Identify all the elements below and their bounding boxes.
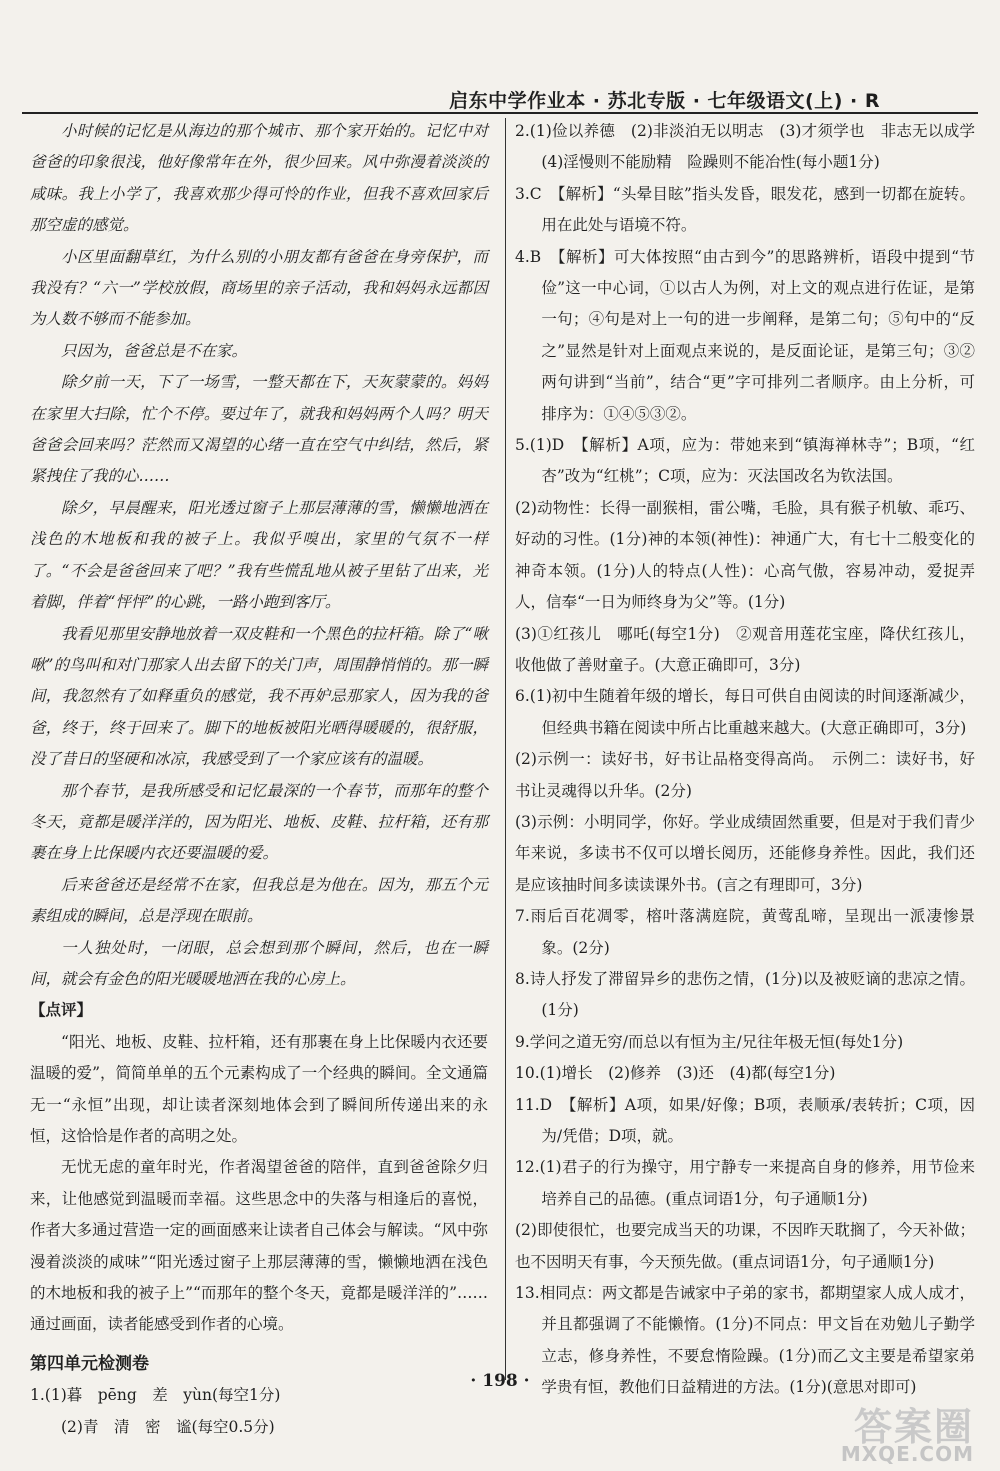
- story-paragraph: 小时候的记忆是从海边的那个城市、那个家开始的。记忆中对爸爸的印象很浅，他好像常年在外，很少回来。风中弥漫着淡淡的咸味。我上小学了，我喜欢那少得可怜的作业，但我不喜欢回家后那空虚的感觉。: [30, 122, 488, 235]
- story-paragraph: 我看见那里安静地放着一双皮鞋和一个黑色的拉杆箱。除了“啾啾”的鸟叫和对门那家人出去留下的关门声，周围静悄悄的。那一瞬间，我忽然有了如释重负的感觉，我不再妒忌那家人，因为我的爸爸，终于，终于回来了。脚下的地板被阳光晒得暖暖的，很舒服，没了昔日的坚硬和冰凉，我感受到了一个家应该有的温暖。: [30, 624, 488, 769]
- answer-item: 8.诗人抒发了滞留异乡的悲伤之情，(1分)以及被贬谪的悲凉之情。(1分): [515, 969, 975, 1020]
- answer-item: 3.C 【解析】“头晕目眩”指头发昏，眼发花，感到一切都在旋转。用在此处与语境不符。: [515, 184, 975, 235]
- answer-item: (2)青 清 密 谧(每空0.5分): [61, 1417, 275, 1436]
- answer-item: (3)示例：小明同学，你好。学业成绩固然重要，但是对于我们青少年来说，多读书不仅可以增长阅历，还能修身养性。因此，我们还是应该抽时间多读读课外书。(言之有理即可，3分): [515, 812, 975, 894]
- answer-item: 12.(1)君子的行为操守，用宁静专一来提高自身的修养，用节俭来培养自己的品德。(重点词语1分，句子通顺1分): [515, 1158, 975, 1208]
- story-paragraph: 除夕，早晨醒来，阳光透过窗子上那层薄薄的雪，懒懒地洒在浅色的木地板和我的被子上。我似乎嗅出，家里的气氛不一样了。“不会是爸爸回来了吧？”我有些慌乱地从被子里钻了出来，光着脚，伴着“怦怦”的心跳，一路小跑到客厅。: [30, 498, 488, 612]
- story-paragraph: 一人独处时，一闭眼，总会想到那个瞬间，然后，也在一瞬间，就会有金色的阳光暖暖地洒在我的心房上。: [30, 938, 488, 988]
- right-column: [515, 116, 991, 1404]
- story-paragraph: 只因为，爸爸总是不在家。: [61, 341, 248, 360]
- story-paragraph: 小区里面翻草红，为什么别的小朋友都有爸爸在身旁保护，而我没有？“六一”学校放假，商场里的亲子活动，我和妈妈永远都因为人数不够而不能参加。: [30, 247, 488, 329]
- left-column: [30, 116, 488, 1443]
- comment-paragraph: 无忧无虑的童年时光，作者渴望爸爸的陪伴，直到爸爸除夕归来，让他感觉到温暖而幸福。这些思念中的失落与相逢后的喜悦，作者大多通过营造一定的画面感来让读者自己体会与解读。“风中弥漫着淡淡的咸味”“阳光透过窗子上那层薄薄的雪，懒懒地洒在浅色的木地板和我的被子上”“而那年的整个冬天，竟都是暖洋洋的”……通过画面，读者能感受到作者的心境。: [30, 1158, 488, 1334]
- answer-item: 4.B 【解析】可大体按照“由古到今”的思路辨析，语段中提到“节俭”这一中心词，①以古人为例，对上文的观点进行佐证，是第一句；④句是对上一句的进一步阐释，是第二句；⑤句中的“反之”显然是针对上面观点来说的，是反面论证，是第三句；③②两句讲到“当前”，结合“更”字可排列二者顺序。由上分析，可排序为：①④⑤③②。: [515, 247, 975, 423]
- watermark-text: 答案圈: [853, 1405, 974, 1449]
- watermark-url: MXQE.COM: [840, 1442, 974, 1466]
- running-header: 启东中学作业本 · 苏北专版 · 七年级语文(上) · R: [449, 90, 880, 112]
- answer-item: (2)示例一：读好书，好书让品格变得高尚。 示例二：读好书，好书让灵魂得以升华。(2分): [515, 750, 975, 800]
- answer-item: 7.雨后百花凋零，榕叶落满庭院，黄莺乱啼，呈现出一派凄惨景象。(2分): [515, 907, 975, 957]
- answer-item: 9.学问之道无穷/而总以有恒为主/兄往年极无恒(每处1分): [515, 1032, 904, 1051]
- answer-item: 13.相同点：两文都是告诫家中子弟的家书，都期望家人成人成才，并且都强调了不能懒惰。(1分)不同点：甲文旨在劝勉儿子勤学立志，修身养性，不要怠惰险躁。(1分)而乙文主要是希望家弟学贵有恒，教他们日益精进的方法。(1分)(意思对即可): [515, 1284, 975, 1397]
- answer-item: (2)动物性：长得一副猴相，雷公嘴，毛脸，具有猴子机敏、乖巧、好动的习性。(1分)神的本领(神性)：神通广大，有七十二般变化的神奇本领。(1分)人的特点(人性)：心高气傲，容易冲动，爱捉弄人，信奉“一日为师终身为父”等。(1分): [515, 498, 975, 612]
- answer-item: 10.(1)增长 (2)修养 (3)还 (4)都(每空1分): [515, 1064, 836, 1083]
- answer-item: (2)即使很忙，也要完成当天的功课，不因昨天耽搁了，今天补做；也不因明天有事，今天预先做。(重点词语1分，句子通顺1分): [515, 1221, 975, 1271]
- answer-item: (3)①红孩儿 哪吒(每空1分) ②观音用莲花宝座，降伏红孩儿，收他做了善财童子。(大意正确即可，3分): [515, 624, 975, 674]
- comment-paragraph: “阳光、地板、皮鞋、拉杆箱，还有那裹在身上比保暖内衣还要温暖的爱”，简简单单的五个元素构成了一个经典的瞬间。全文通篇无一“永恒”出现，却让读者深刻地体会到了瞬间所传递出来的永恒，这恰恰是作者的高明之处。: [30, 1032, 488, 1145]
- answer-item: 11.D 【解析】A项，如果/好像；B项，表顺承/表转折；C项，因为/凭借；D项，就。: [515, 1095, 975, 1145]
- section-title: 第四单元检测卷: [30, 1353, 149, 1374]
- column-divider: [505, 118, 506, 1380]
- story-paragraph: 除夕前一天，下了一场雪，一整天都在下，天灰蒙蒙的。妈妈在家里大扫除，忙个不停。要过年了，就我和妈妈两个人吗？明天爸爸会回来吗？茫然而又渴望的心绪一直在空气中纠结，然后，紧紧拽住了我的心……: [30, 373, 488, 486]
- header-rule: [22, 112, 978, 114]
- story-paragraph: 那个春节，是我所感受和记忆最深的一个春节，而那年的整个冬天，竟都是暖洋洋的，因为阳光、地板、皮鞋、拉杆箱，还有那裹在身上比保暖内衣还要温暖的爱。: [30, 781, 488, 863]
- page-number: · 198 ·: [470, 1371, 530, 1391]
- story-paragraph: 后来爸爸还是经常不在家，但我总是为他在。因为，那五个元素组成的瞬间，总是浮现在眼前。: [30, 875, 488, 926]
- watermark-logo: [794, 1396, 974, 1464]
- answer-item: 6.(1)初中生随着年级的增长，每日可供自由阅读的时间逐渐减少，但经典书籍在阅读中所占比重越来越大。(大意正确即可，3分): [515, 687, 975, 737]
- answer-item: 1.(1)暮 pēng 差 yùn(每空1分): [30, 1386, 281, 1405]
- comment-label: 【点评】: [30, 1001, 93, 1020]
- answer-item: 5.(1)D 【解析】A项，应为：带她来到“镇海禅林寺”；B项，“红杏”改为“红桃”；C项，应为：灭法国改名为钦法国。: [515, 436, 975, 486]
- answer-item: 2.(1)俭以养德 (2)非淡泊无以明志 (3)才须学也 非志无以成学 (4)淫慢则不能励精 险躁则不能冶性(每小题1分): [515, 122, 991, 172]
